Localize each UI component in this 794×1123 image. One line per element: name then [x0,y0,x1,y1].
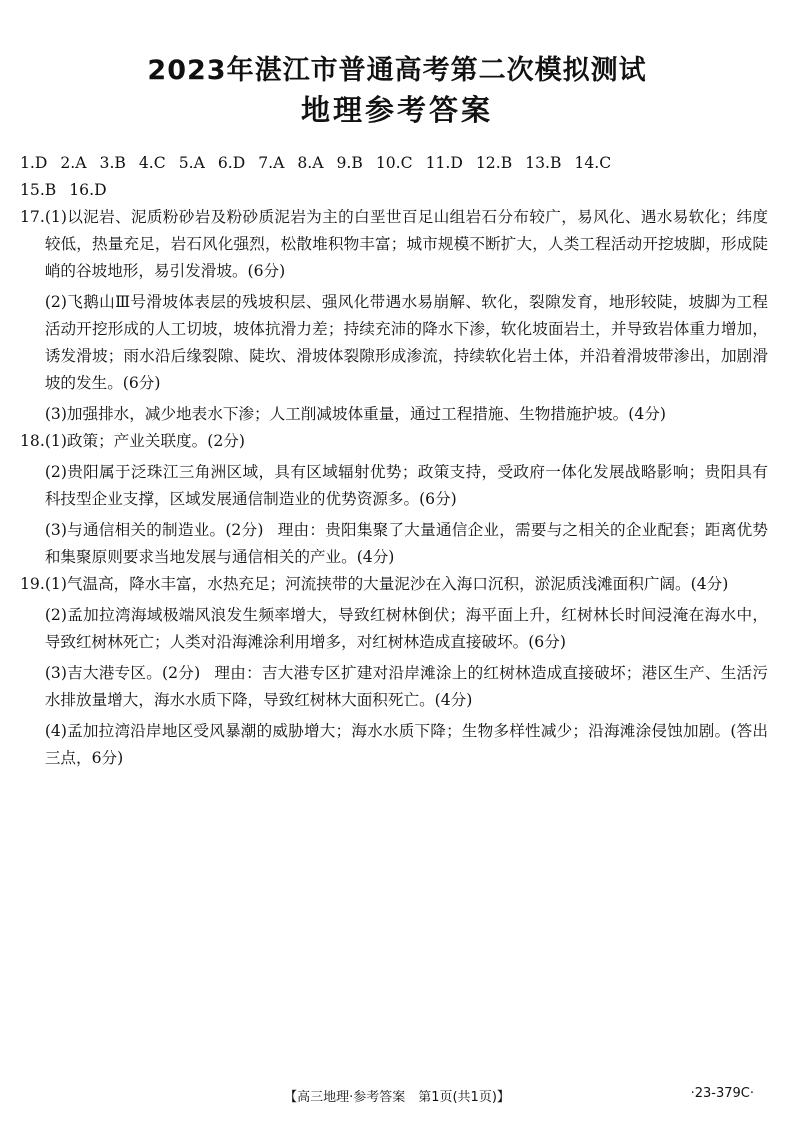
question-body [45,428,768,571]
mc-answer: 2.A [60,154,87,172]
question-19 [20,571,768,772]
answer-part-2: (2)贵阳属于泛珠江三角洲区域，具有区域辐射优势；政策支持，受政府一体化发展战略影响；贵阳具有科技型企业支撑，区域发展通信制造业的优势资源多。(6分) [44,463,768,508]
question-18 [20,428,768,571]
mc-answer: 9.B [336,154,363,172]
question-number: 19. [20,575,45,593]
question-body [45,571,768,772]
question-body [45,204,768,428]
answer-part-4: (4)孟加拉湾沿岸地区受风暴潮的威胁增大；海水水质下降；生物多样性减少；沿海滩涂侵蚀加剧。(答出三点，6分) [44,722,768,767]
question-number: 17. [20,208,45,226]
exam-title: 2023年湛江市普通高考第二次模拟测试 [147,55,647,86]
footer-code: ·23-379C· [690,1086,754,1101]
mc-answer: 6.D [217,154,246,172]
mc-answer: 10.C [375,154,413,172]
footer-page-info: 【高三地理·参考答案 第1页(共1页)】 [284,1090,510,1105]
answer-part-3-answer: (3)与通信相关的制造业。(2分) [44,521,264,539]
answer-part-3-reason: 理由：贵阳集聚了大量通信企业，需要与之相关的企业配套；距离优势和集聚原则要求当地发展与通信相关的产业。(4分) [44,521,768,566]
answer-part-3: (3)加强排水，减少地表水下渗；人工削减坡体重量，通过工程措施、生物措施护坡。(4分) [44,405,666,423]
question-number: 18. [20,432,45,450]
answer-part-3-answer: (3)吉大港专区。(2分) [44,664,201,682]
mc-answer: 5.A [178,154,205,172]
answer-part-1: (1)以泥岩、泥质粉砂岩及粉砂质泥岩为主的白垩世百足山组岩石分布较广，易风化、遇水易软化；纬度较低，热量充足，岩石风化强烈，松散堆积物丰富；城市规模不断扩大，人类工程活动开挖坡脚，形成陡峭的谷坡地形，易引发滑坡。(6分) [44,208,768,280]
question-17 [20,204,768,428]
answer-content [20,150,768,772]
mc-answers-row-1 [20,150,768,177]
mc-answer: 8.A [297,154,324,172]
answer-key-title: 地理参考答案 [300,93,493,127]
mc-answer: 15.B [20,181,57,199]
answer-part-1: (1)政策；产业关联度。(2分) [44,432,245,450]
mc-answer: 3.B [99,154,126,172]
mc-answer: 16.D [69,181,107,199]
mc-answer: 4.C [138,154,166,172]
mc-answer: 12.B [475,154,513,172]
answer-part-3-reason: 理由：吉大港专区扩建对沿岸滩涂上的红树林造成直接破坏；港区生产、生活污水排放量增大，海水水质下降，导致红树林大面积死亡。(4分) [44,664,768,709]
mc-answer: 7.A [258,154,285,172]
mc-answers-row-2 [20,177,768,204]
mc-answer: 11.D [425,154,463,172]
answer-part-2: (2)孟加拉湾海域极端风浪发生频率增大，导致红树林倒伏；海平面上升，红树林长时间浸淹在海水中，导致红树林死亡；人类对沿海滩涂利用增多，对红树林造成直接破坏。(6分) [44,606,768,651]
answer-part-3 [45,517,768,571]
answer-part-1: (1)气温高，降水丰富，水热充足；河流挟带的大量泥沙在入海口沉积，淤泥质浅滩面积广阔。(4分) [44,575,729,593]
answer-part-2: (2)飞鹅山Ⅲ号滑坡体表层的残坡积层、强风化带遇水易崩解、软化，裂隙发育，地形较陡，坡脚为工程活动开挖形成的人工切坡，坡体抗滑力差；持续充沛的降水下渗，软化坡面岩土，并导致岩体重力增加，诱发滑坡；雨水沿后缘裂隙、陡坎、滑坡体裂隙形成渗流，持续软化岩土体，并沿着滑坡带渗出，加剧滑坡的发生。(6分) [44,293,768,392]
mc-answer: 13.B [525,154,562,172]
answer-part-3 [45,660,768,714]
mc-answer: 1.D [20,154,48,172]
mc-answer: 14.C [574,154,612,172]
